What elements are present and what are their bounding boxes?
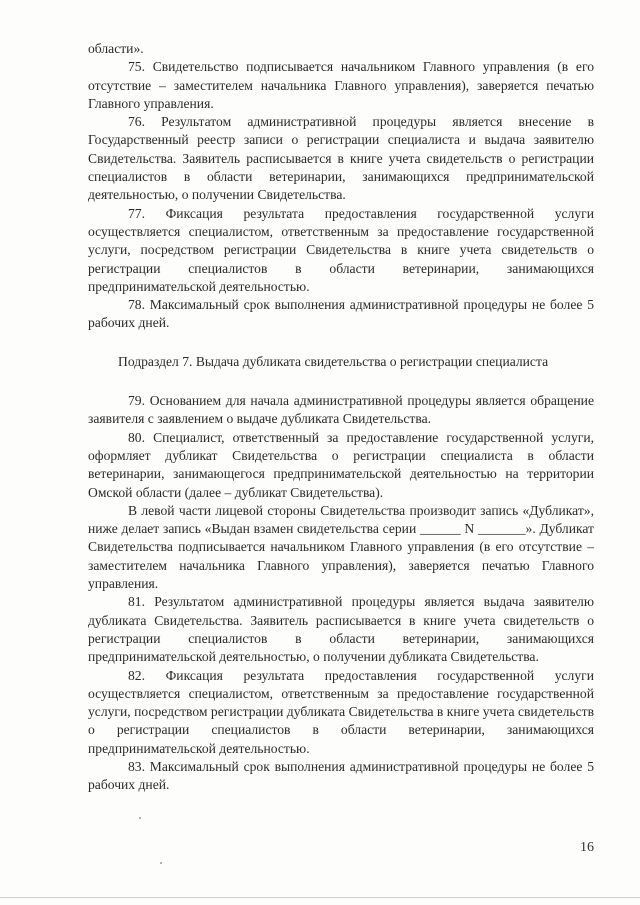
document-body — [88, 40, 594, 795]
paragraph-76: 76. Результатом административной процедуры является внесение в Государственный реестр записи о регистрации специалиста и выдача заявителю Свидетельства. Заявитель расписывается в книге учета свидетельств о регистрации специалистов в области ветеринарии, занимающихся предпринимательской деятельностью, о получении Свидетельства. — [88, 114, 594, 203]
page-number: 16 — [580, 840, 594, 855]
scan-artifact-dot — [160, 862, 162, 864]
scan-artifact-dot — [139, 817, 141, 819]
paragraph-83: 83. Максимальный срок выполнения административной процедуры не более 5 рабочих дней. — [88, 758, 594, 793]
paragraph-80: 80. Специалист, ответственный за предоставление государственной услуги, оформляет дубликат Свидетельства о регистрации специалиста в области ветеринарии, занимающегося предпринимательской деятельностью на территории Омской области (далее – дубликат Свидетельства). — [88, 429, 594, 500]
paragraph-75: 75. Свидетельство подписывается начальником Главного управления (в его отсутствие – заместителем начальника Главного управления), заверяется печатью Главного управления. — [88, 59, 594, 111]
paragraph-82: 82. Фиксация результата предоставления государственной услуги осуществляется специалистом, ответственным за предоставление государственной услуги, посредством регистрации дубликата Свидетельства в книге учета свидетельств о регистрации специалистов в области ветеринарии, занимающихся предпринимательской деятельностью. — [88, 667, 594, 756]
paragraph-78: 78. Максимальный срок выполнения административной процедуры не более 5 рабочих дней. — [88, 297, 594, 331]
paragraph-79: 79. Основанием для начала административной процедуры является обращение заявителя с заявлением о выдаче дубликата Свидетельства. — [88, 393, 594, 427]
paragraph-77: 77. Фиксация результата предоставления государственной услуги осуществляется специалистом, ответственным за предоставление государственной услуги, посредством регистрации Свидетельства в книге учета свидетельств о регистрации специалистов в области ветеринарии, занимающихся предпринимательской деятельностью. — [88, 205, 594, 294]
scan-edge-line — [0, 897, 640, 898]
subsection-heading: Подраздел 7. Выдача дубликата свидетельства о регистрации специалиста — [118, 353, 549, 369]
paragraph-80-duplicate-note: В левой части лицевой стороны Свидетельства производит запись «Дубликат», ниже делает запись «Выдан взамен свидетельства серии ______ N _______». Дубликат Свидетельства подписывается начальником Главного управления (в его отсутствие – заместителем начальника Главного управления), заверяется печатью Главного управления. — [88, 502, 594, 592]
paragraph-continuation: области». — [88, 41, 144, 56]
paragraph-81: 81. Результатом административной процедуры является выдача заявителю дубликата Свидетельства. Заявитель расписывается в книге учета свидетельств о регистрации специалистов в области ветеринарии, занимающихся предпринимательской деятельностью, о получении дубликата Свидетельства. — [88, 594, 594, 665]
